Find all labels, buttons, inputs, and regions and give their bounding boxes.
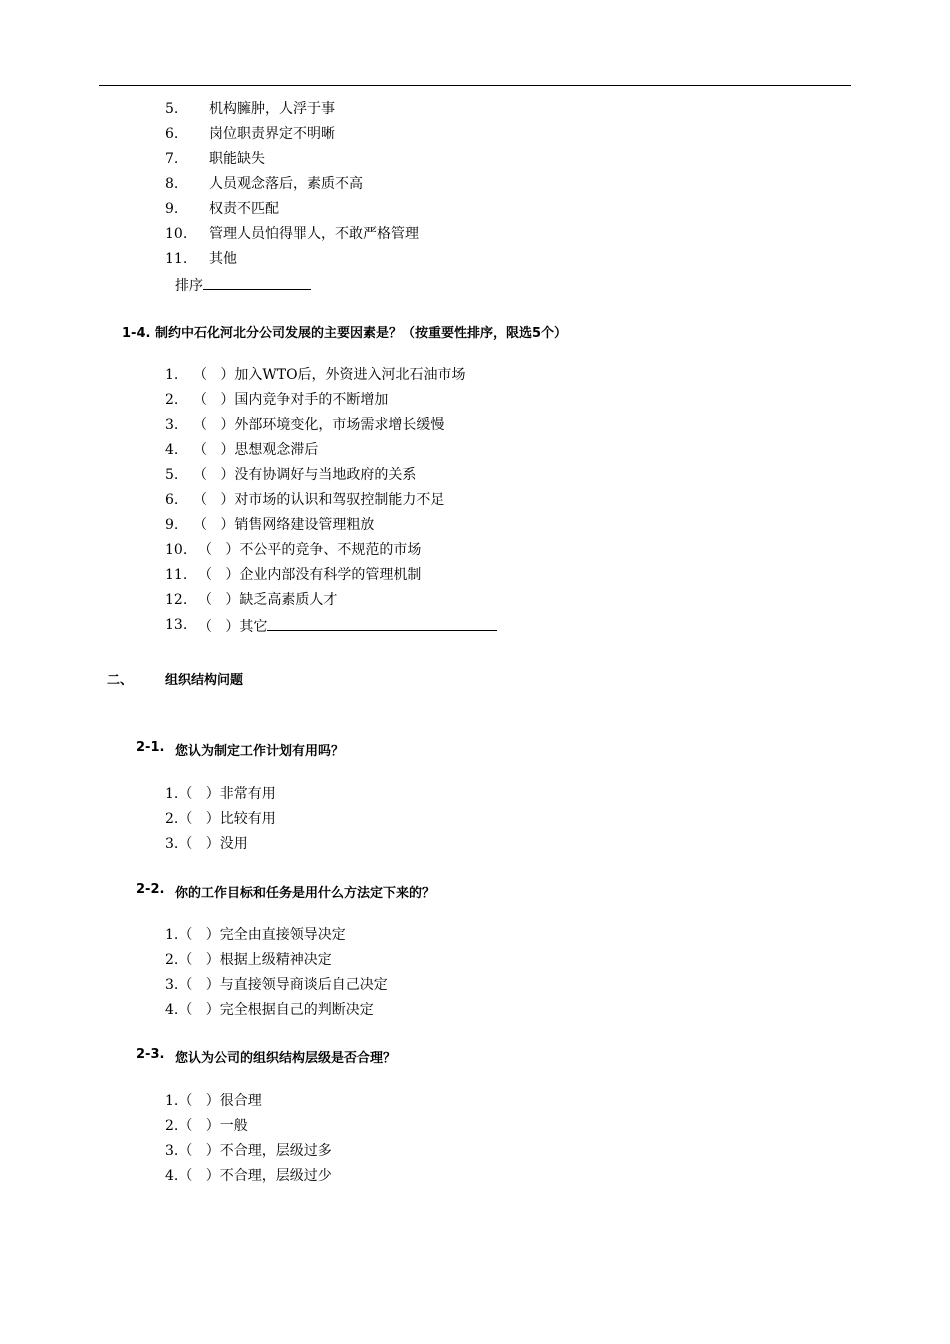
question-2-1-number: 2-1. xyxy=(136,740,165,755)
option-number: 1. xyxy=(165,367,179,383)
option-item[interactable] xyxy=(165,541,422,559)
item-number: 7. xyxy=(165,151,179,167)
option-item[interactable] xyxy=(165,616,268,635)
item-number: 11. xyxy=(165,251,188,267)
item-number: 6. xyxy=(165,126,179,142)
option-item[interactable]: 3.（ ）没用 xyxy=(165,836,248,852)
list-item xyxy=(165,100,335,118)
option-text: （ ）不公平的竞争、不规范的市场 xyxy=(198,542,422,558)
list-item xyxy=(165,125,335,143)
option-text: （ ）外部环境变化，市场需求增长缓慢 xyxy=(193,417,445,433)
item-text: 岗位职责界定不明晰 xyxy=(209,126,335,142)
item-text: 机构臃肿，人浮于事 xyxy=(209,101,335,117)
item-text: 管理人员怕得罪人，不敢严格管理 xyxy=(209,226,419,242)
rank-blank[interactable] xyxy=(203,275,311,290)
list-item xyxy=(165,150,265,168)
option-item[interactable] xyxy=(165,491,445,509)
option-number: 4. xyxy=(165,442,179,458)
option-item[interactable]: 4.（ ）不合理，层级过少 xyxy=(165,1168,332,1184)
option-text: （ ）销售网络建设管理粗放 xyxy=(193,517,375,533)
option-item[interactable]: 4.（ ）完全根据自己的判断决定 xyxy=(165,1002,374,1018)
option-text: （ ）企业内部没有科学的管理机制 xyxy=(198,567,422,583)
option-number: 12. xyxy=(165,592,188,608)
item-number: 5. xyxy=(165,101,179,117)
option-item[interactable] xyxy=(165,466,417,484)
list-item xyxy=(165,200,279,218)
item-text: 其他 xyxy=(209,251,237,267)
header-rule xyxy=(99,85,851,86)
option-item[interactable]: 3.（ ）与直接领导商谈后自己决定 xyxy=(165,977,388,993)
item-number: 10. xyxy=(165,226,188,242)
option-number: 10. xyxy=(165,542,188,558)
option-number: 13. xyxy=(165,617,188,633)
option-item[interactable] xyxy=(165,441,319,459)
other-blank[interactable] xyxy=(267,616,497,631)
option-item[interactable]: 2.（ ）比较有用 xyxy=(165,811,276,827)
list-item xyxy=(165,175,363,193)
item-text: 职能缺失 xyxy=(209,151,265,167)
option-item[interactable]: 1.（ ）非常有用 xyxy=(165,786,276,802)
option-item[interactable] xyxy=(165,366,466,384)
question-2-3-number: 2-3. xyxy=(136,1047,165,1062)
option-number: 2. xyxy=(165,392,179,408)
item-text: 人员观念落后，素质不高 xyxy=(209,176,363,192)
option-number: 3. xyxy=(165,417,179,433)
option-number: 5. xyxy=(165,467,179,483)
option-text: （ ）对市场的认识和驾驭控制能力不足 xyxy=(193,492,445,508)
rank-label: 排序 xyxy=(175,278,203,294)
list-item xyxy=(165,250,237,268)
option-text: （ ）思想观念滞后 xyxy=(193,442,319,458)
option-number: 9. xyxy=(165,517,179,533)
option-text: （ ）加入WTO后，外资进入河北石油市场 xyxy=(193,367,466,383)
option-number: 11. xyxy=(165,567,188,583)
question-2-3-title: 您认为公司的组织结构层级是否合理？ xyxy=(175,1051,397,1066)
option-item[interactable]: 1.（ ）很合理 xyxy=(165,1093,262,1109)
option-item[interactable] xyxy=(165,591,338,609)
question-2-2-number: 2-2. xyxy=(136,882,165,897)
question-1-4-title: 1-4. 制约中石化河北分公司发展的主要因素是？（按重要性排序，限选5个） xyxy=(122,326,567,341)
rank-line xyxy=(175,275,311,295)
section-2-title: 组织结构问题 xyxy=(165,673,244,688)
option-item[interactable] xyxy=(165,391,389,409)
question-2-1-title: 您认为制定工作计划有用吗？ xyxy=(175,744,345,759)
option-item[interactable]: 2.（ ）一般 xyxy=(165,1118,248,1134)
section-2-number: 二、 xyxy=(107,673,134,688)
item-number: 8. xyxy=(165,176,179,192)
item-text: 权责不匹配 xyxy=(209,201,279,217)
option-item[interactable] xyxy=(165,416,445,434)
option-text: （ ）其它 xyxy=(198,619,268,635)
question-2-2-title: 你的工作目标和任务是用什么方法定下来的？ xyxy=(175,886,436,901)
list-item xyxy=(165,225,419,243)
item-number: 9. xyxy=(165,201,179,217)
option-text: （ ）缺乏高素质人才 xyxy=(198,592,338,608)
option-item[interactable]: 2.（ ）根据上级精神决定 xyxy=(165,952,332,968)
option-item[interactable]: 1.（ ）完全由直接领导决定 xyxy=(165,927,346,943)
option-number: 6. xyxy=(165,492,179,508)
option-item[interactable]: 3.（ ）不合理，层级过多 xyxy=(165,1143,332,1159)
option-text: （ ）国内竞争对手的不断增加 xyxy=(193,392,389,408)
option-item[interactable] xyxy=(165,516,375,534)
option-text: （ ）没有协调好与当地政府的关系 xyxy=(193,467,417,483)
option-item[interactable] xyxy=(165,566,422,584)
